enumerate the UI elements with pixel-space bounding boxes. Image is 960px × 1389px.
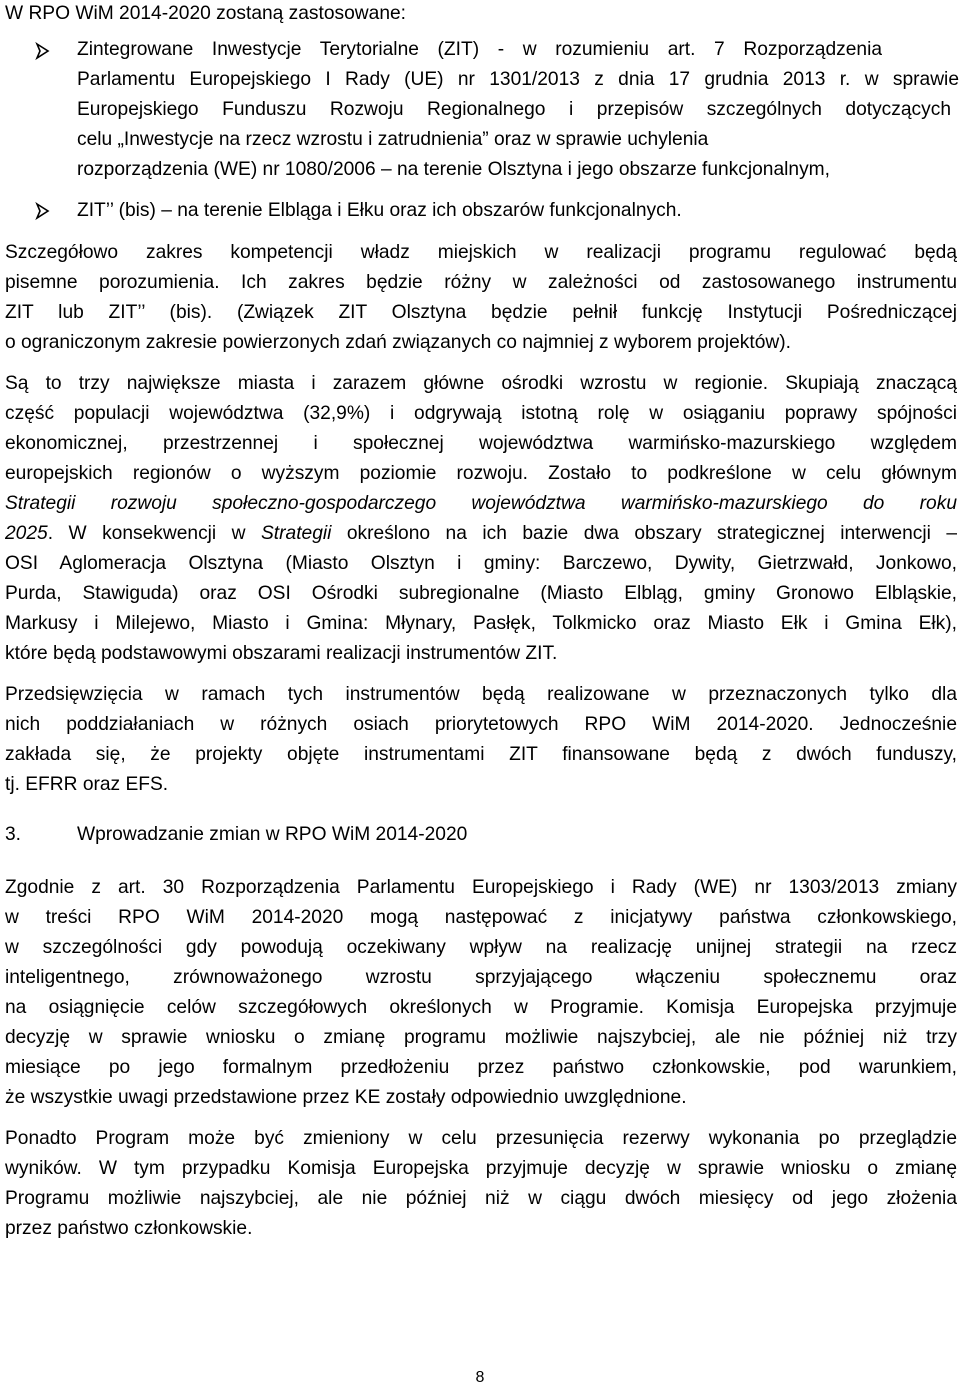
strategy-year: 2025 [5,523,48,544]
para4-line-8: że wszystkie uwagi przedstawione przez KE zostały odpowiednio uwzględnione. [5,1087,687,1108]
section-heading: Wprowadzanie zmian w RPO WiM 2014-2020 [77,824,468,845]
bullet-1-line-1: Zintegrowane Inwestycje Terytorialne (ZIT) - w rozumieniu art. 7 Rozporządzenia [77,39,882,60]
para5-line-3: Programu możliwie najszybciej, ale nie później niż w ciągu dwóch miesięcy od jego złożenia [5,1188,957,1209]
para1-line-1: Szczegółowo zakres kompetencji władz miejskich w realizacji programu regulować będą [5,242,957,263]
para1-line-2: pisemne porozumienia. Ich zakres będzie różny w zależności od zastosowanego instrumentu [5,272,957,293]
para4-line-6: decyzję w sprawie wniosku o zmianę programu możliwie najszybciej, ale nie później niż trzy [5,1027,957,1048]
para3-line-3: zakłada się, że projekty objęte instrumentami ZIT finansowane będą z dwóch funduszy, [5,744,957,765]
para1-line-4: o ograniczonym zakresie powierzonych zdań związanych co najmniej z wyborem projektów). [5,332,791,353]
para2-line-8: Purda, Stawiguda) oraz OSI Ośrodki subregionalne (Miasto Elbląg, gminy Gronowo Elbląskie, [5,583,957,604]
para2-line-9: Markusy i Milejewo, Miasto i Gmina: Młynary, Pasłęk, Tolkmicko oraz Miasto Ełk i Gmina Ełk), [5,613,957,634]
para4-line-4: inteligentnego, zrównoważonego wzrostu sprzyjającego włączeniu społecznemu oraz [5,967,957,988]
bullet-1-line-5: rozporządzenia (WE) nr 1080/2006 – na terenie Olsztyna i jego obszarze funkcjonalnym, [77,159,830,180]
para2-line-7: OSI Aglomeracja Olsztyna (Miasto Olsztyn i gminy: Barczewo, Dywity, Gietrzwałd, Jonkowo, [5,553,957,574]
para3-line-4: tj. EFRR oraz EFS. [5,774,169,795]
para4-line-7: miesiące po jego formalnym przedłożeniu przez państwo członkowskie, pod warunkiem, [5,1057,957,1078]
para2-line-2: część populacji województwa (32,9%) i odgrywają istotną rolę w osiąganiu poprawy spójności [5,403,957,424]
para2-line-6: 2025. W konsekwencji w Strategii określono na ich bazie dwa obszary strategicznej interwencji – [5,523,957,544]
bullet-1-line-2: Parlamentu Europejskiego I Rady (UE) nr 1301/2013 z dnia 17 grudnia 2013 r. w sprawie [77,69,959,90]
strategy-ref: Strategii [261,523,332,544]
page-number: 8 [475,1369,485,1386]
para5-line-4: przez państwo członkowskie. [5,1218,253,1239]
para4-line-5: na osiągnięcie celów szczegółowych określonych w Programie. Komisja Europejska przyjmuje [5,997,957,1018]
para1-line-3: ZIT lub ZIT’’ (bis). (Związek ZIT Olsztyna będzie pełnił funkcję Instytucji Pośredniczącej [5,302,957,323]
para5-line-1: Ponadto Program może być zmieniony w celu przesunięcia rezerwy wykonania po przeglądzie [5,1128,957,1149]
section-number: 3. [5,824,22,845]
bullet-1-line-4: celu „Inwestycje na rzecz wzrostu i zatrudnienia” oraz w sprawie uchylenia [77,129,709,150]
para2-line-1: Są to trzy największe miasta i zarazem główne ośrodki wzrostu w regionie. Skupiają znaczącą [5,373,957,394]
arrow-bullet-icon [35,200,51,224]
para5-line-2: wyników. W tym przypadku Komisja Europejska przyjmuje decyzję w sprawie wniosku o zmianę [5,1158,957,1179]
para4-line-1: Zgodnie z art. 30 Rozporządzenia Parlamentu Europejskiego i Rady (WE) nr 1303/2013 zmiany [5,877,957,898]
para2-line-3: ekonomicznej, przestrzennej i społecznej województwa warmińsko-mazurskiego względem [5,433,957,454]
bullet-1-line-3: Europejskiego Funduszu Rozwoju Regionalnego i przepisów szczególnych dotyczących [77,99,951,120]
para2-line-10: które będą podstawowymi obszarami realizacji instrumentów ZIT. [5,643,558,664]
para3-line-2: nich poddziałaniach w różnych osiach priorytetowych RPO WiM 2014-2020. Jednocześnie [5,714,957,735]
para2-line-5: Strategii rozwoju społeczno-gospodarczego województwa warmińsko-mazurskiego do roku [5,493,957,514]
arrow-bullet-icon [35,40,51,64]
para4-line-2: w treści RPO WiM 2014-2020 mogą następować z inicjatywy państwa członkowskiego, [5,907,957,928]
para4-line-3: w szczególności gdy powodują oczekiwany wpływ na realizację unijnej strategii na rzecz [5,937,957,958]
para3-line-1: Przedsięwzięcia w ramach tych instrumentów będą realizowane w przeznaczonych tylko dla [5,684,957,705]
intro-text: W RPO WiM 2014-2020 zostaną zastosowane: [5,3,406,24]
para2-line-4: europejskich regionów o wyższym poziomie rozwoju. Zostało to podkreślone w celu głównym [5,463,957,484]
bullet-2-line-1: ZIT’’ (bis) – na terenie Elbląga i Ełku oraz ich obszarów funkcjonalnych. [77,200,682,221]
